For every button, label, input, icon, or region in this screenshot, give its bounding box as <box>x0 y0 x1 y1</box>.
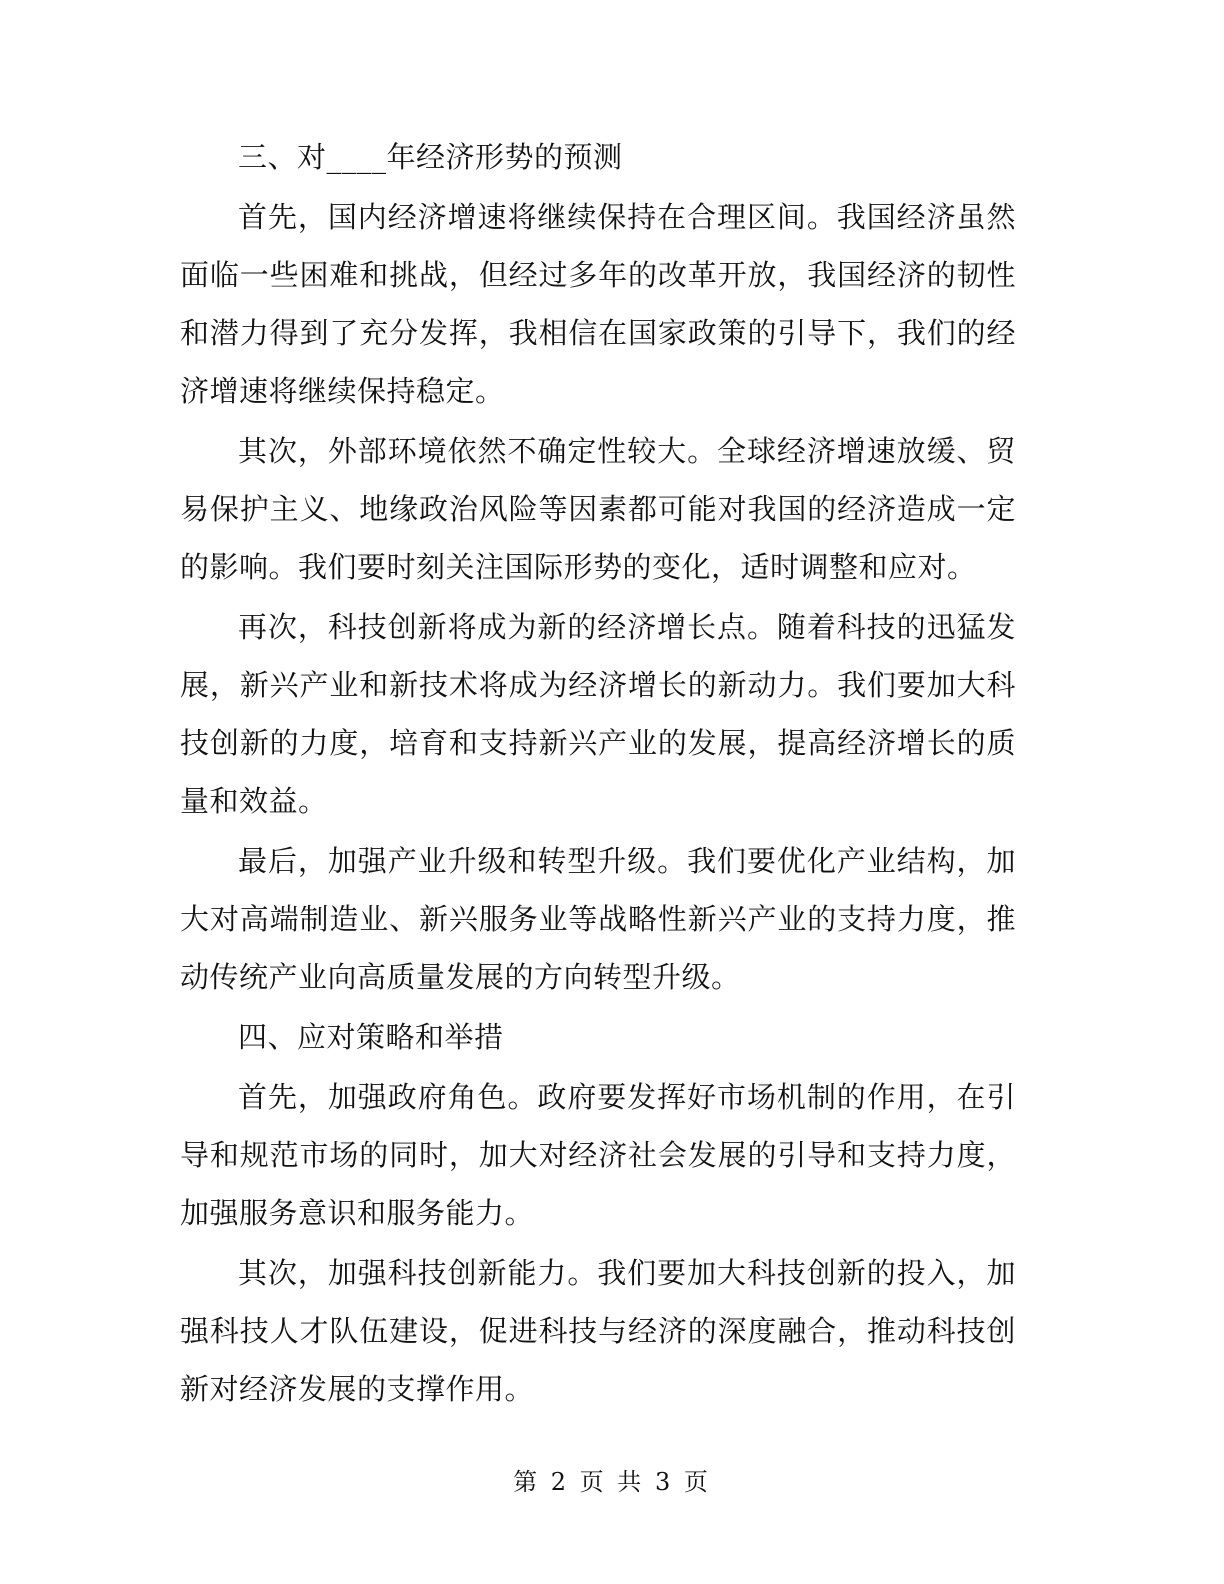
paragraph-domestic-growth: 首先，国内经济增速将继续保持在合理区间。我国经济虽然面临一些困难和挑战，但经过多年的改革开放，我国经济的韧性和潜力得到了充分发挥，我相信在国家政策的引导下，我们的经济增速将继续保持稳定。 <box>180 200 1016 408</box>
paragraph-government-role: 首先，加强政府角色。政府要发挥好市场机制的作用，在引导和规范市场的同时，加大对经济社会发展的引导和支持力度，加强服务意识和服务能力。 <box>180 1080 1016 1230</box>
paragraph-external-environment: 其次，外部环境依然不确定性较大。全球经济增速放缓、贸易保护主义、地缘政治风险等因素都可能对我国的经济造成一定的影响。我们要时刻关注国际形势的变化，适时调整和应对。 <box>180 434 1016 584</box>
page-number-footer: 第 2 页 共 3 页 <box>513 1468 711 1496</box>
section-heading-strategies: 四、应对策略和举措 <box>238 1020 504 1054</box>
paragraph-tech-innovation: 再次，科技创新将成为新的经济增长点。随着科技的迅猛发展，新兴产业和新技术将成为经济增长的新动力。我们要加大科技创新的力度，培育和支持新兴产业的发展，提高经济增长的质量和效益。 <box>180 610 1016 818</box>
document-body <box>180 128 1016 1420</box>
paragraph-industrial-upgrade: 最后，加强产业升级和转型升级。我们要优化产业结构，加大对高端制造业、新兴服务业等战略性新兴产业的支持力度，推动传统产业向高质量发展的方向转型升级。 <box>180 844 1016 994</box>
paragraph-tech-capability: 其次，加强科技创新能力。我们要加大科技创新的投入，加强科技人才队伍建设，促进科技与经济的深度融合，推动科技创新对经济发展的支撑作用。 <box>180 1256 1016 1406</box>
section-heading-forecast: 三、对____年经济形势的预测 <box>238 140 623 174</box>
